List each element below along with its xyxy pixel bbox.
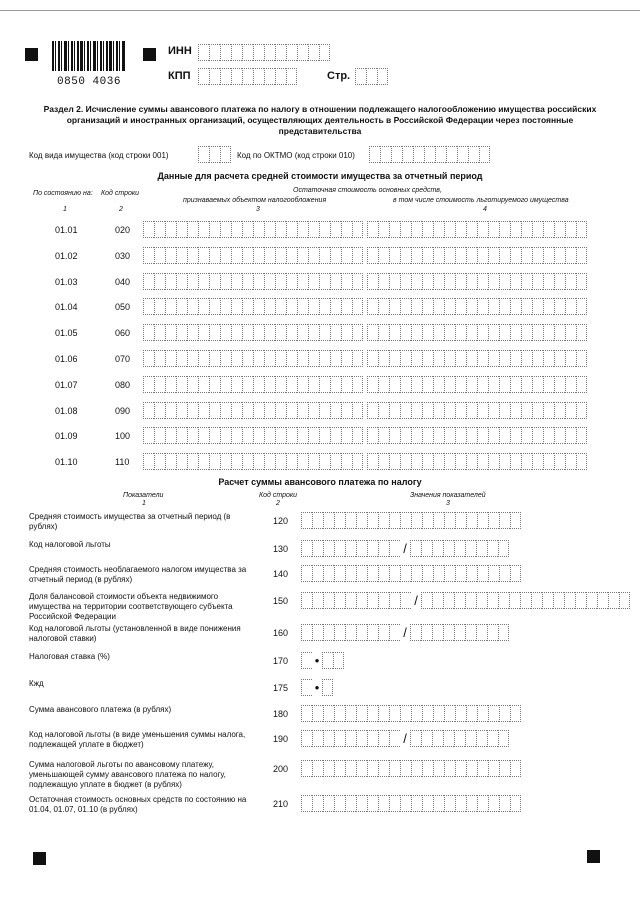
calc-row-value-field[interactable]: /: [301, 624, 509, 641]
avg-row-privileged-value-field[interactable]: [367, 350, 587, 367]
corner-marker-bottom-left: [33, 852, 46, 865]
avg-col-number-4: 4: [483, 206, 487, 213]
calc-row-label: Код налоговой льготы (установленной в виде понижения налоговой ставки): [29, 624, 241, 643]
avg-row-privileged-value-field[interactable]: [367, 453, 587, 470]
calc-row-value-field[interactable]: /: [301, 540, 509, 557]
avg-col-number-2: 2: [119, 206, 123, 213]
avg-row-date: 01.05: [55, 328, 78, 339]
avg-row-code: 080: [115, 379, 131, 390]
calc-row-value-field[interactable]: /: [301, 592, 630, 609]
avg-col-number-3: 3: [256, 206, 260, 213]
calc-row-value-field[interactable]: [301, 760, 521, 777]
calc-col-number-3: 3: [446, 500, 450, 507]
calc-row-code: 200: [273, 764, 289, 774]
avg-row-taxable-value-field[interactable]: [143, 298, 363, 315]
calc-row-value-field[interactable]: [301, 705, 521, 722]
calc-row-label: Доля балансовой стоимости объекта недвижимого имущества на территории соответствующего субъекта Российской Федерации: [29, 592, 233, 621]
calc-table-title: Расчет суммы авансового платежа по налогу: [218, 477, 422, 487]
avg-row-date: 01.02: [55, 250, 78, 261]
avg-table-title: Данные для расчета средней стоимости имущества за отчетный период: [157, 171, 483, 181]
calc-row-code: 175: [273, 683, 289, 693]
kpp-field[interactable]: [198, 68, 297, 85]
avg-row-privileged-value-field[interactable]: [367, 402, 587, 419]
avg-col4-header: в том числе стоимость льготируемого имущества: [393, 197, 569, 204]
avg-row-taxable-value-field[interactable]: [143, 453, 363, 470]
corner-marker-top-left: [25, 48, 38, 61]
avg-row-privileged-value-field[interactable]: [367, 376, 587, 393]
calc-col2-header: Код строки: [259, 492, 298, 499]
calc-row-code: 130: [273, 544, 289, 554]
corner-marker-top-right: [143, 48, 156, 61]
avg-row-privileged-value-field[interactable]: [367, 247, 587, 264]
inn-field[interactable]: [198, 44, 330, 61]
avg-row-taxable-value-field[interactable]: [143, 350, 363, 367]
calc-row-code: 160: [273, 628, 289, 638]
page-number-field[interactable]: [355, 68, 388, 85]
calc-row-label: Средняя стоимость имущества за отчетный период (в рублях): [29, 512, 231, 531]
calc-row-value-field[interactable]: [301, 795, 521, 812]
property-kind-field[interactable]: [198, 146, 231, 163]
avg-row-date: 01.03: [55, 276, 78, 287]
barcode: [52, 41, 126, 88]
calc-col3-header: Значения показателей: [410, 492, 486, 499]
avg-row-privileged-value-field[interactable]: [367, 324, 587, 341]
oktmo-field[interactable]: [369, 146, 490, 163]
calc-row-label: Остаточная стоимость основных средств по состоянию на 01.04, 01.07, 01.10 (в рублях): [29, 795, 247, 814]
calc-row-code: 170: [273, 656, 289, 666]
avg-row-taxable-value-field[interactable]: [143, 376, 363, 393]
avg-row-privileged-value-field[interactable]: [367, 427, 587, 444]
avg-col3-header-top: Остаточная стоимость основных средств,: [293, 187, 442, 194]
calc-row-label: Код налоговой льготы: [29, 540, 111, 549]
oktmo-label: Код по ОКТМО (код строки 010): [237, 151, 355, 160]
avg-row-privileged-value-field[interactable]: [367, 221, 587, 238]
avg-col3-header: признаваемых объектом налогообложения: [183, 197, 327, 204]
avg-row-privileged-value-field[interactable]: [367, 273, 587, 290]
calc-col1-header: Показатели: [123, 492, 164, 499]
avg-row-taxable-value-field[interactable]: [143, 402, 363, 419]
avg-row-date: 01.08: [55, 405, 78, 416]
calc-row-label: Сумма налоговой льготы по авансовому платежу, уменьшающей сумму авансового платежа по налогу, подлежащую уплате в бюджет (в рублях): [29, 760, 226, 789]
avg-row-date: 01.01: [55, 225, 78, 235]
calc-row-code: 120: [273, 516, 289, 526]
avg-row-taxable-value-field[interactable]: [143, 427, 363, 444]
calc-row-label: Средняя стоимость необлагаемого налогом имущества за отчетный период (в рублях): [29, 565, 247, 584]
calc-row-code: 180: [273, 709, 289, 719]
page-label: Стр.: [327, 70, 351, 82]
avg-row-taxable-value-field[interactable]: [143, 221, 363, 238]
avg-row-date: 01.07: [55, 379, 78, 390]
avg-row-code: 030: [115, 250, 131, 261]
calc-row-value-field[interactable]: •: [301, 679, 333, 696]
corner-marker-bottom-right: [587, 850, 600, 863]
avg-row-taxable-value-field[interactable]: [143, 273, 363, 290]
avg-row-code: 020: [115, 225, 131, 235]
barcode-number: 0850 4036: [57, 76, 121, 88]
calc-row-code: 140: [273, 569, 289, 579]
calc-col-number-1: 1: [142, 500, 146, 507]
calc-row-label: Кжд: [29, 679, 44, 688]
calc-row-code: 210: [273, 799, 289, 809]
kpp-label: КПП: [168, 70, 191, 82]
calc-row-code: 190: [273, 734, 289, 744]
avg-row-date: 01.04: [55, 302, 78, 313]
avg-row-date: 01.10: [55, 457, 78, 468]
calc-row-value-field[interactable]: [301, 512, 521, 529]
calc-row-label: Налоговая ставка (%): [29, 652, 110, 661]
avg-col2-header: Код строки: [101, 190, 140, 197]
avg-row-taxable-value-field[interactable]: [143, 247, 363, 264]
barcode-bars: [52, 41, 126, 71]
avg-row-code: 070: [115, 354, 131, 364]
avg-row-code: 050: [115, 302, 131, 313]
avg-col1-header: По состоянию на:: [33, 190, 93, 197]
avg-row-date: 01.06: [55, 354, 78, 364]
avg-col-number-1: 1: [63, 206, 67, 213]
avg-row-code: 110: [115, 457, 130, 468]
avg-row-code: 040: [115, 276, 131, 287]
avg-row-privileged-value-field[interactable]: [367, 298, 587, 315]
avg-row-taxable-value-field[interactable]: [143, 324, 363, 341]
avg-row-code: 060: [115, 328, 131, 339]
calc-row-value-field[interactable]: /: [301, 730, 509, 747]
section-title: Раздел 2. Исчисление суммы авансового платежа по налогу в отношении подлежащего налогообложению имущества российских организаций и иностранных организаций, осуществляющих деятельность в Российской Федерации через постоянные представительства: [43, 104, 597, 136]
avg-row-code: 090: [115, 405, 131, 416]
avg-row-date: 01.09: [55, 431, 78, 442]
calc-row-value-field[interactable]: [301, 565, 521, 582]
calc-row-value-field[interactable]: •: [301, 652, 344, 669]
avg-row-code: 100: [115, 431, 131, 442]
property-kind-label: Код вида имущества (код строки 001): [29, 151, 169, 160]
scan-edge-line: [0, 10, 640, 11]
calc-col-number-2: 2: [276, 500, 280, 507]
calc-row-label: Код налоговой льготы (в виде уменьшения суммы налога, подлежащей уплате в бюджет): [29, 730, 246, 749]
inn-label: ИНН: [168, 45, 192, 57]
calc-row-label: Сумма авансового платежа (в рублях): [29, 705, 172, 714]
calc-row-code: 150: [273, 596, 289, 606]
